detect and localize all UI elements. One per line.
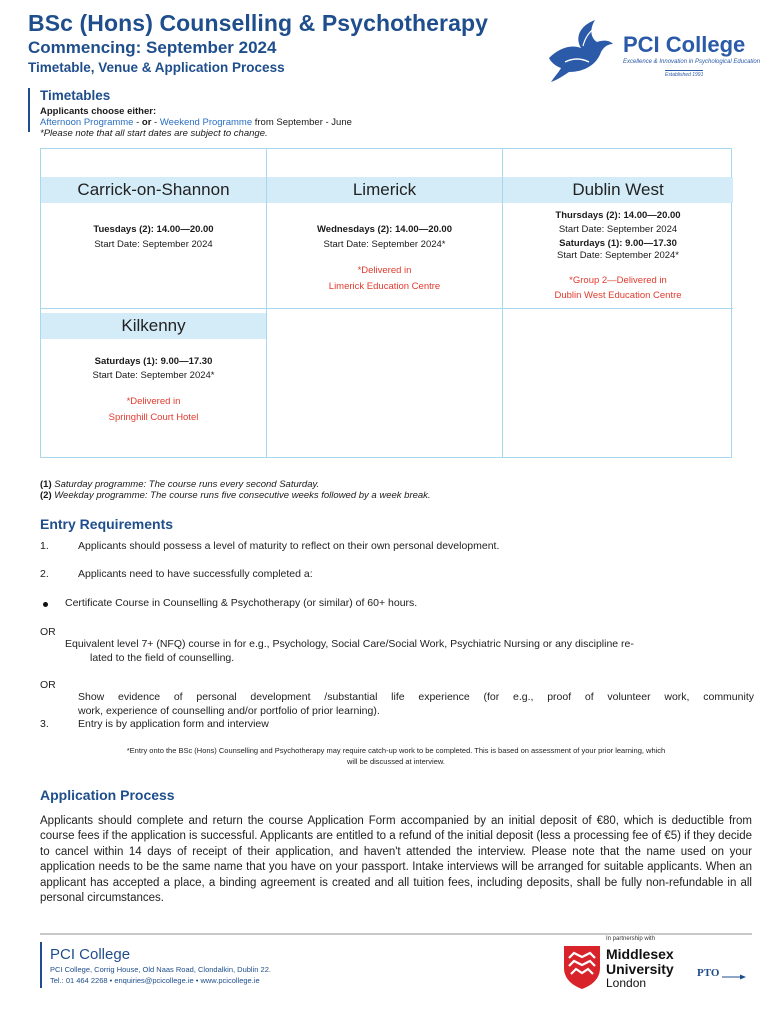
entry-item-number: 2. [40,568,49,580]
entry-catch-up-note [40,745,752,767]
entry-requirements-heading: Entry Requirements [40,516,174,532]
dublin-schedule-2: Saturdays (1): 9.00—17.30 [559,238,677,249]
commencing-date: Commencing: September 2024 [28,38,277,57]
partnership-label: In partnership with [606,936,656,942]
entry-or-divider: OR [40,679,56,691]
venue-name-dublin-west: Dublin West [503,177,733,203]
partner-name-line1: Middlesex [606,946,674,962]
logo-tagline: Excellence & Innovation in Psychological Education [623,59,761,65]
applicants-choose: Applicants choose either: [40,106,157,117]
footer-college-name: PCI College [50,946,131,963]
please-turn-over: PTO [697,967,720,979]
middlesex-university-logo [560,934,690,992]
limerick-start-date: Start Date: September 2024* [323,239,446,250]
venue-cell-carrick [41,149,267,309]
limerick-schedule: Wednesdays (2): 14.00—20.00 [316,224,452,235]
separator: - [133,117,142,128]
dublin-start-date-2: Start Date: September 2024* [557,250,679,261]
logo-name: PCI College [623,32,746,57]
footer-address: PCI College, Corrig House, Old Naas Road, Clondalkin, Dublin 22. [50,965,271,974]
entry-or-divider: OR [40,626,56,638]
middlesex-shield-icon [562,944,602,990]
entry-item-number: 1. [40,540,49,552]
footnote-saturday [40,479,319,490]
partner-name-line3: London [606,976,647,990]
entry-equivalent-course: Equivalent level 7+ (NFQ) course in for e.g., Psychology, Social Care/Social Work, Psychiatric Nursing or any discipline re- [65,638,634,650]
section-accent-bar [28,88,30,132]
programme-options [40,117,352,128]
timetables-heading: Timetables [40,88,111,103]
venue-cell-empty [267,309,503,457]
pci-college-logo [545,18,761,88]
kilkenny-delivery-note: *Delivered in [126,396,181,407]
afternoon-programme-link[interactable]: Afternoon Programme [40,117,134,128]
dublin-start-date-1: Start Date: September 2024 [558,224,678,235]
footer-contact: Tel.: 01 464 2268 • enquiries@pcicollege.ie • www.pcicollege.ie [50,976,260,985]
kilkenny-schedule: Saturdays (1): 9.00—17.30 [94,356,213,367]
separator: - [151,117,160,128]
application-process-body: Applicants should complete and return the course Application Form accompanied by an initial deposit of €80, which is deductible from course fees if the application is successful. Applicants are entitled to a refund of the initial deposit (less a processing fee of €5) if they decide to cancel within 14 days of receipt of their application, and haven't attended the interview. Please note that the name used on your application needs to be the same name that you have on your passport. Intake interviews will be arranged for suitable applicants. When an applicant has accepted a place, a binding agreement is created and all tuition fees, including deposits, shall be fully non-refundable in all personal circumstances. [40,815,752,905]
venue-name-limerick: Limerick [267,177,502,203]
footnote-weekday [40,490,431,501]
entry-item-maturity: Applicants should possess a level of maturity to reflect on their own personal development. [78,540,500,552]
footnote-label: (1) [40,479,52,490]
application-process-heading: Application Process [40,787,175,803]
carrick-schedule: Tuesdays (2): 14.00—20.00 [93,224,214,235]
venue-name-kilkenny: Kilkenny [41,313,266,339]
partner-name-line2: University [606,961,674,977]
limerick-delivery-note: *Delivered in [357,265,412,276]
limerick-delivery-venue: Limerick Education Centre [328,281,441,292]
kilkenny-delivery-venue: Springhill Court Hotel [108,412,199,423]
dove-icon [545,18,617,84]
carrick-start-date: Start Date: September 2024 [94,239,213,250]
entry-life-experience: Show evidence of personal development /substantial life experience (for e.g., proof of volunteer work, community [78,691,754,703]
entry-item-completed: Applicants need to have successfully completed a: [78,568,313,580]
entry-life-experience-cont: work, experience of counselling and/or portfolio of prior learning). [78,705,380,717]
dublin-delivery-note: *Group 2—Delivered in [569,275,667,286]
venue-cell-limerick [267,149,503,309]
footnote-text: Saturday programme: The course runs every second Saturday. [51,479,320,490]
entry-item-number: 3. [40,718,49,730]
dublin-schedule-1: Thursdays (2): 14.00—20.00 [555,210,681,221]
venue-cell-empty [503,309,733,457]
venue-name-carrick: Carrick-on-Shannon [41,177,266,203]
page-title: BSc (Hons) Counselling & Psychotherapy [28,10,489,36]
dublin-delivery-venue: Dublin West Education Centre [554,290,682,301]
footer-accent-bar [40,942,42,988]
logo-established: Established 1991 [665,72,704,78]
bullet-icon [43,602,48,607]
entry-note-line: *Entry onto the BSc (Hons) Counselling and Psychotherapy may require catch-up work to be completed. This is based on assessment of your prior learning, which [126,746,666,755]
entry-note-line: will be discussed at interview. [347,757,445,766]
venue-timetable-grid [40,148,732,458]
entry-item-application: Entry is by application form and interview [78,718,269,730]
start-date-note: *Please note that all start dates are subject to change. [40,128,268,139]
venue-cell-kilkenny [41,309,267,457]
entry-equivalent-course-cont: lated to the field of counselling. [90,652,235,664]
venue-cell-dublin-west [503,149,733,309]
arrow-right-icon [722,974,746,980]
or-word: or [141,117,152,128]
programme-period: from September - June [252,117,352,128]
weekend-programme-link[interactable]: Weekend Programme [159,117,253,128]
kilkenny-start-date: Start Date: September 2024* [92,370,215,381]
footnote-text: Weekday programme: The course runs five consecutive weeks followed by a week break. [51,490,431,501]
page-subtitle: Timetable, Venue & Application Process [28,60,285,75]
footnote-label: (2) [40,490,52,501]
entry-certificate-course: Certificate Course in Counselling & Psychotherapy (or similar) of 60+ hours. [65,597,418,609]
